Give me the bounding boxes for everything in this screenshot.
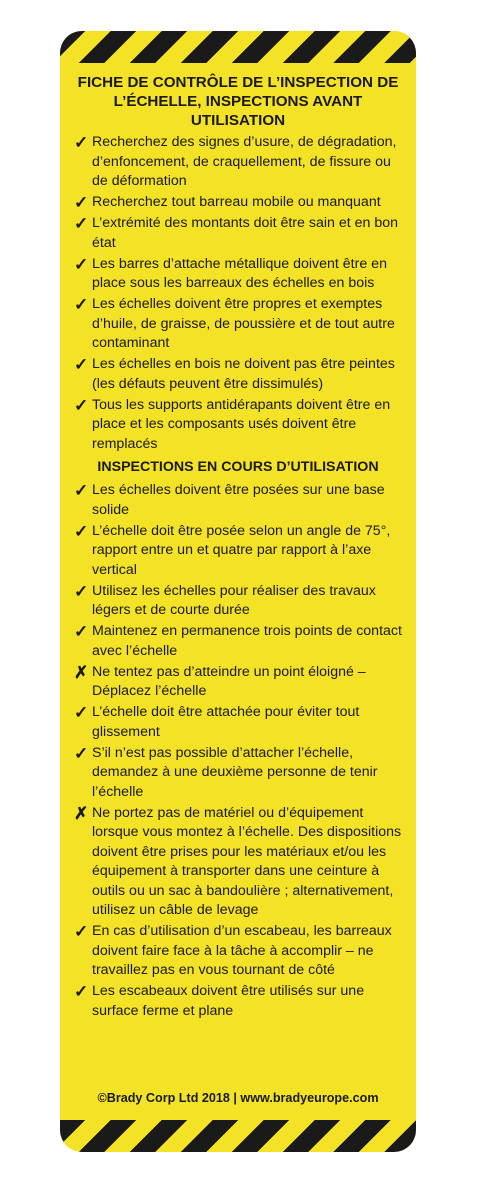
checklist-item [74, 982, 402, 1021]
checklist-item [74, 355, 402, 394]
copyright-footer: ©Brady Corp Ltd 2018 | www.bradyeurope.com [97, 1091, 379, 1105]
check-mark-icon: ✓ [74, 982, 89, 1001]
checklist-item [74, 396, 402, 455]
check-mark-icon: ✓ [74, 622, 89, 641]
checklist-item [74, 295, 402, 354]
checklist-item [74, 744, 402, 803]
checklist-item [74, 255, 402, 294]
in-use-checklist [74, 481, 402, 1021]
checklist-item [74, 804, 402, 921]
hazard-stripes-top [60, 31, 416, 63]
hazard-stripes-bottom [60, 1120, 416, 1152]
tag-content [74, 73, 402, 1023]
tag-title: FICHE DE CONTRÔLE DE L’INSPECTION DE L’ÉCHELLE, INSPECTIONS AVANT UTILISATION [77, 74, 399, 129]
check-mark-icon: ✓ [74, 743, 89, 763]
checklist-item [74, 522, 402, 581]
check-mark-icon: ✓ [74, 214, 89, 233]
check-mark-icon: ✓ [74, 395, 89, 415]
check-mark-icon: ✓ [74, 295, 89, 314]
inspection-tag [60, 31, 416, 1152]
checklist-item-text: Recherchez des signes d’usure, de dégradation, d’enfoncement, de craquellement, de fissure ou de déformation [92, 134, 397, 189]
check-mark-icon: ✓ [74, 355, 89, 374]
checklist-item-text: Les échelles doivent être posées sur une base solide [92, 482, 385, 518]
checklist-item-text: En cas d’utilisation d’un escabeau, les barreaux doivent faire face à la tâche à accomplir – ne travaillez pas en vous tournant de côté [92, 923, 392, 978]
check-mark-icon: ✓ [74, 193, 89, 212]
section-heading: INSPECTIONS EN COURS D’UTILISATION [97, 459, 379, 475]
check-mark-icon: ✓ [74, 703, 89, 722]
checklist-item-text: S’il n’est pas possible d’attacher l’échelle, demandez à une deuxième personne de tenir l’échelle [92, 744, 378, 800]
checklist-item-text: Les échelles doivent être propres et exemptes d’huile, de graisse, de poussière et de tout autre contaminant [92, 296, 395, 351]
check-mark-icon: ✓ [74, 922, 89, 941]
checklist-item-text: L’extrémité des montants doit être sain et en bon état [92, 215, 399, 251]
checklist-item-text: Recherchez tout barreau mobile ou manquant [92, 194, 381, 210]
checklist-item [74, 582, 402, 621]
cross-mark-icon: ✗ [74, 803, 89, 823]
checklist-item [74, 214, 402, 253]
check-mark-icon: ✓ [74, 481, 89, 500]
checklist-item [74, 193, 402, 213]
check-mark-icon: ✓ [74, 133, 89, 152]
check-mark-icon: ✓ [74, 254, 89, 274]
checklist-item [74, 133, 402, 192]
check-mark-icon: ✓ [74, 581, 89, 601]
checklist-item-text: Les barres d’attache métallique doivent être en place sous les barreaux des échelles en bois [92, 255, 387, 291]
checklist-item [74, 622, 402, 661]
checklist-item-text: L’échelle doit être attachée pour éviter tout glissement [92, 704, 360, 740]
check-mark-icon: ✓ [74, 521, 89, 541]
checklist-item-text: Ne portez pas de matériel ou d’équipement lorsque vous montez à l’échelle. Des dispositions doivent être prises pour les matériaux et/ou les équipement à transporter dans une ceinture à outils ou un sac à bandoulière ; alternativement, utilisez un câble de levage [92, 804, 402, 918]
checklist-item-text: Ne tentez pas d’atteindre un point éloigné – Déplacez l’échelle [92, 663, 366, 699]
checklist-item [74, 663, 402, 702]
pre-use-checklist [74, 133, 402, 454]
checklist-item-text: Les escabeaux doivent être utilisés sur une surface ferme et plane [92, 983, 365, 1019]
checklist-item-text: Utilisez les échelles pour réaliser des travaux légers et de courte durée [92, 582, 376, 618]
checklist-item-text: Les échelles en bois ne doivent pas être peintes (les défauts peuvent être dissimulés) [92, 356, 395, 392]
checklist-item [74, 922, 402, 981]
checklist-item-text: Maintenez en permanence trois points de contact avec l’échelle [92, 623, 402, 659]
checklist-item-text: Tous les supports antidérapants doivent être en place et les composants usés doivent être remplacés [92, 396, 391, 452]
checklist-item-text: L’échelle doit être posée selon un angle de 75°, rapport entre un et quatre par rapport à l’axe vertical [92, 522, 391, 578]
cross-mark-icon: ✗ [74, 662, 89, 682]
checklist-item [74, 703, 402, 742]
checklist-item [74, 481, 402, 520]
